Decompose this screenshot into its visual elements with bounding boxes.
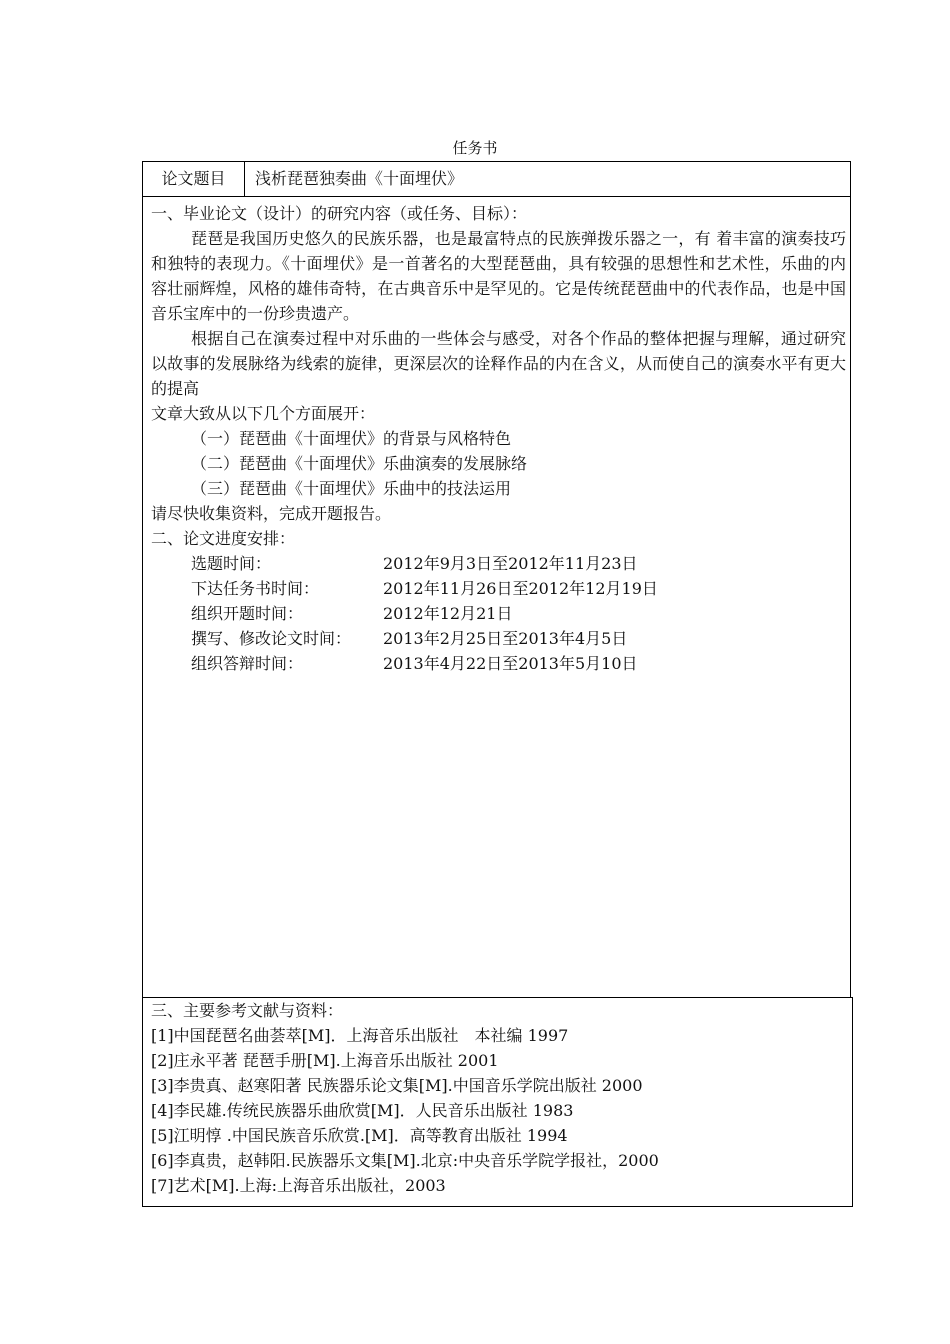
reference-item: [3]李贵真、赵寒阳著 民族器乐论文集[M].中国音乐学院出版社 2000 xyxy=(151,1076,643,1095)
references-content xyxy=(151,998,848,1198)
document-title: 任务书 xyxy=(452,139,498,157)
schedule-value: 2013年4月22日至2013年5月10日 xyxy=(383,654,638,673)
section1-paragraph-1: 琵琶是我国历史悠久的民族乐器，也是最富特点的民族弹拨乐器之一，有 着丰富的演奏技巧和独特的表现力。《十面埋伏》是一首著名的大型琵琶曲，具有较强的思想性和艺术性，乐曲的内容壮丽辉煌，风格的雄伟奇特，在古典音乐中是罕见的。它是传统琵琶曲中的代表作品，也是中国音乐宝库中的一份珍贵遗产。 xyxy=(151,229,846,323)
schedule-label: 下达任务书时间： xyxy=(191,579,320,598)
schedule-row xyxy=(151,626,846,651)
reference-item: [5]江明惇 .中国民族音乐欣赏.[M]．高等教育出版社 1994 xyxy=(151,1126,568,1145)
outline-item: （二）琵琶曲《十面埋伏》乐曲演奏的发展脉络 xyxy=(191,454,528,473)
schedule-row xyxy=(151,651,846,676)
outline-intro: 文章大致从以下几个方面展开： xyxy=(151,404,376,423)
main-content xyxy=(151,201,846,676)
schedule-value: 2012年9月3日至2012年11月23日 xyxy=(383,554,638,573)
section3-heading: 三、主要参考文献与资料： xyxy=(151,1001,344,1020)
schedule-row xyxy=(151,601,846,626)
reference-item: [6]李真贵，赵韩阳.民族器乐文集[M].北京:中央音乐学院学报社，2000 xyxy=(151,1151,659,1170)
section1-paragraph-2: 根据自己在演奏过程中对乐曲的一些体会与感受，对各个作品的整体把握与理解，通过研究以故事的发展脉络为线索的旋律，更深层次的诠释作品的内在含义，从而使自己的演奏水平有更大的提高 xyxy=(151,329,846,398)
outline-item: （三）琵琶曲《十面埋伏》乐曲中的技法运用 xyxy=(191,479,512,498)
reference-item: [1]中国琵琶名曲荟萃[M]．上海音乐出版社 本社编 1997 xyxy=(151,1026,569,1045)
schedule-label: 撰写、修改论文时间： xyxy=(191,629,352,648)
thesis-title-value: 浅析琵琶独奏曲《十面埋伏》 xyxy=(255,169,464,188)
schedule-value: 2013年2月25日至2013年4月5日 xyxy=(383,629,628,648)
schedule-label: 选题时间： xyxy=(191,554,272,573)
title-row xyxy=(142,161,851,197)
section1-heading: 一、毕业论文（设计）的研究内容（或任务、目标）： xyxy=(151,204,528,223)
schedule-label: 组织开题时间： xyxy=(191,604,304,623)
schedule-row xyxy=(151,576,846,601)
section1-closing: 请尽快收集资料，完成开题报告。 xyxy=(151,504,392,523)
thesis-title-label: 论文题目 xyxy=(143,162,245,196)
references-cell xyxy=(142,997,853,1207)
schedule-value: 2012年12月21日 xyxy=(383,604,513,623)
section2-heading: 二、论文进度安排： xyxy=(151,529,296,548)
schedule-row xyxy=(151,551,846,576)
reference-item: [4]李民雄.传统民族器乐曲欣赏[M]．人民音乐出版社 1983 xyxy=(151,1101,574,1120)
main-content-cell xyxy=(142,196,851,998)
schedule-value: 2012年11月26日至2012年12月19日 xyxy=(383,579,658,598)
outline-item: （一）琵琶曲《十面埋伏》的背景与风格特色 xyxy=(191,429,512,448)
reference-item: [7]艺术[M].上海:上海音乐出版社，2003 xyxy=(151,1176,446,1195)
schedule-label: 组织答辩时间： xyxy=(191,654,304,673)
reference-item: [2]庄永平著 琵琶手册[M].上海音乐出版社 2001 xyxy=(151,1051,499,1070)
